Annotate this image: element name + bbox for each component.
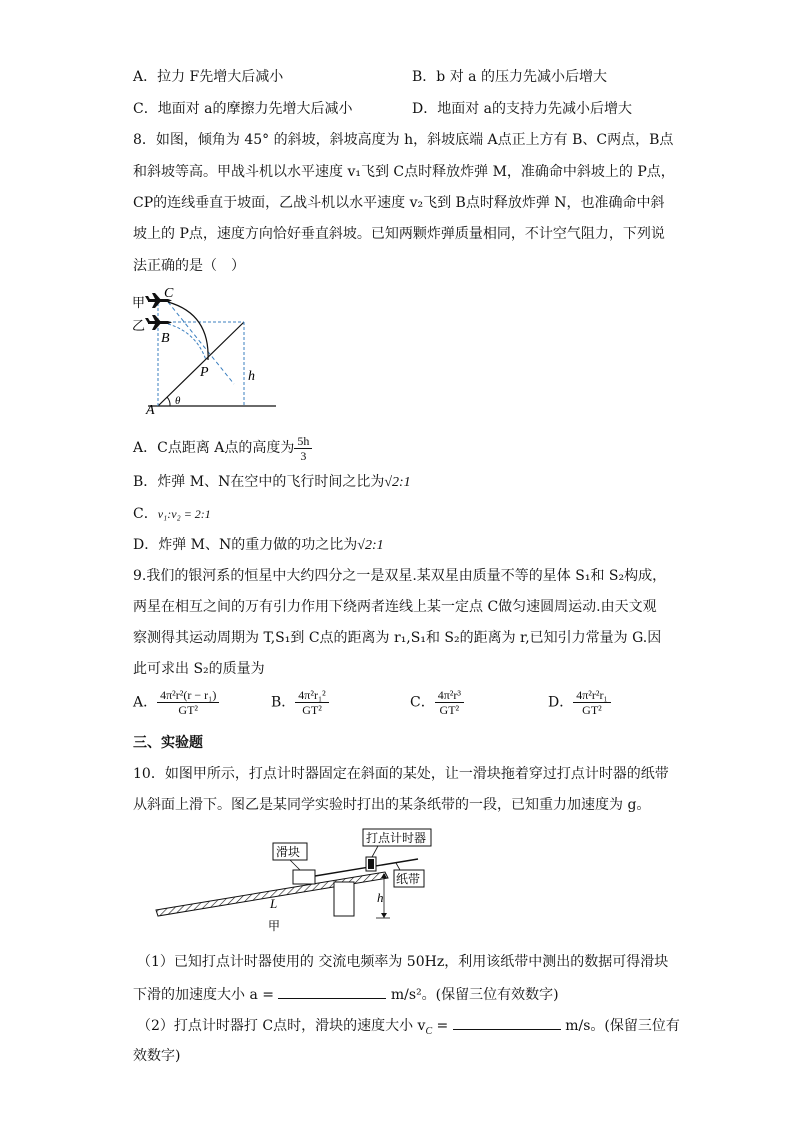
acceleration-answer-blank[interactable] [278, 984, 386, 999]
fraction-numerator: 4π²r₁² [295, 688, 328, 703]
q8-stem-line-1: 8．如图，倾角为 45° 的斜坡，斜坡高度为 h，斜坡底端 A点正上方有 B、C两点，B点 [133, 132, 674, 148]
q8-option-c-value: v₁:v₂ = 2:1 [157, 507, 211, 521]
fraction-denominator: GT² [302, 703, 322, 717]
fraction-numerator: 4π²r²r₁ [573, 688, 610, 703]
q7-option-d: D．地面对 a的支持力先减小后增大 [412, 101, 633, 117]
q9-option-c-fraction [435, 688, 464, 717]
q8-option-d-text: D．炸弹 M、N的重力做的功之比为 [133, 537, 358, 553]
label-h: h [377, 890, 384, 905]
fraction-denominator: GT² [439, 703, 460, 717]
q10-part1-line-1: （1）已知打点计时器使用的 交流电频率为 50Hz，利用该纸带中测出的数据可得滑块 [137, 954, 669, 970]
q10-part2-line-2: 效数字) [133, 1048, 181, 1064]
q8-option-a [133, 432, 312, 464]
label-theta: θ [175, 395, 181, 407]
q10-stem-line-1: 10．如图甲所示，打点计时器固定在斜面的某处，让一滑块拖着穿过打点计时器的纸带 [133, 766, 669, 782]
q7-option-c: C．地面对 a的摩擦力先增大后减小 [133, 101, 353, 117]
fraction-denominator: 3 [300, 448, 307, 463]
q9-option-a-fraction [157, 688, 219, 717]
label-timer: 打点计时器 [366, 831, 427, 845]
q9-option-b [271, 688, 329, 717]
q8-option-c [133, 504, 211, 524]
fraction-numerator: 4π²r³ [435, 688, 464, 703]
q10-part1-unit: m/s²。(保留三位有效数字) [386, 987, 559, 1003]
q10-part2-line-1 [137, 1015, 680, 1042]
fraction-numerator: 4π²r²(r − r₁) [157, 688, 219, 703]
label-jia: 甲 [268, 919, 281, 933]
q10-part2-equals: = [432, 1018, 453, 1034]
q8-stem-line-2: 和斜坡等高。甲战斗机以水平速度 v₁飞到 C点时释放炸弹 M，准确命中斜坡上的 P点， [133, 164, 675, 180]
q8-option-a-text: A．C点距离 A点的高度为 [133, 440, 295, 456]
fraction-denominator: GT² [582, 703, 602, 717]
q8-option-a-fraction [294, 434, 312, 463]
q10-part2-unit: m/s。(保留三位有 [560, 1018, 680, 1034]
q8-stem-line-3: CP的连线垂直于坡面，乙战斗机以水平速度 v₂飞到 B点时释放炸弹 N，也准确命中斜 [133, 195, 665, 211]
q7-option-b: B．b 对 a 的压力先减小后增大 [412, 69, 607, 85]
velocity-answer-blank[interactable] [453, 1015, 561, 1030]
label-yi: 乙 [132, 318, 146, 333]
q9-stem-line-1: 9.我们的银河系的恒星中大约四分之一是双星.某双星由质量不等的星体 S₁和 S₂构成， [133, 568, 667, 584]
q8-slope-diagram [130, 284, 280, 420]
fraction-numerator: 5h [294, 434, 312, 449]
fighter-jet-icon [145, 315, 172, 330]
q9-option-d-label: D． [548, 694, 574, 711]
fraction-denominator: GT² [178, 703, 199, 717]
label-p: P [200, 365, 209, 380]
q8-stem-line-5: 法正确的是（ ） [133, 258, 245, 274]
q8-option-d-value: √2:1 [357, 538, 384, 553]
label-c: C [164, 286, 174, 301]
q9-option-d-fraction [573, 688, 610, 717]
q9-option-c [410, 688, 464, 717]
q9-option-a-label: A． [133, 694, 158, 711]
q10-part1-text: 下滑的加速度大小 a = [133, 987, 279, 1003]
q8-option-c-text: C． [133, 506, 158, 522]
q7-option-a: A．拉力 F先增大后减小 [133, 69, 284, 85]
q8-option-b-value: √2:1 [384, 475, 411, 490]
q9-stem-line-4: 此可求出 S₂的质量为 [133, 661, 265, 677]
q10-part2-text: （2）打点计时器打 C点时，滑块的速度大小 v [137, 1018, 426, 1034]
q9-stem-line-3: 察测得其运动周期为 T,S₁到 C点的距离为 r₁,S₁和 S₂的距离为 r,已知引力常量为 G.因 [133, 630, 662, 646]
q8-option-d [133, 535, 384, 556]
label-slider: 滑块 [276, 845, 301, 859]
q9-option-b-fraction [295, 688, 328, 717]
label-l: L [270, 896, 278, 911]
q10-stem-line-2: 从斜面上滑下。图乙是某同学实验时打出的某条纸带的一段，已知重力加速度为 g。 [133, 797, 651, 813]
label-a: A [146, 403, 155, 418]
q9-option-a [133, 688, 219, 717]
q10-part1-line-2 [133, 984, 559, 1005]
section-heading-experiment: 三、实验题 [133, 735, 203, 751]
q9-stem-line-2: 两星在相互之间的万有引力作用下绕两者连线上某一定点 C做匀速圆周运动.由天文观 [133, 599, 657, 615]
q8-option-b-text: B．炸弹 M、N在空中的飞行时间之比为 [133, 474, 385, 490]
label-h: h [248, 369, 255, 384]
label-b: B [161, 331, 170, 346]
q10-part2-subscript: C [425, 1025, 433, 1037]
q9-option-d [548, 688, 611, 717]
q8-stem-line-4: 坡上的 P点，速度方向恰好垂直斜坡。已知两颗炸弹质量相同，不计空气阻力，下列说 [133, 226, 665, 242]
q8-option-b [133, 472, 411, 493]
q9-option-b-label: B． [271, 694, 296, 711]
label-tape: 纸带 [396, 872, 421, 886]
q10-incline-diagram [150, 826, 440, 934]
q9-option-c-label: C． [410, 694, 435, 711]
label-jia: 甲 [132, 295, 146, 310]
